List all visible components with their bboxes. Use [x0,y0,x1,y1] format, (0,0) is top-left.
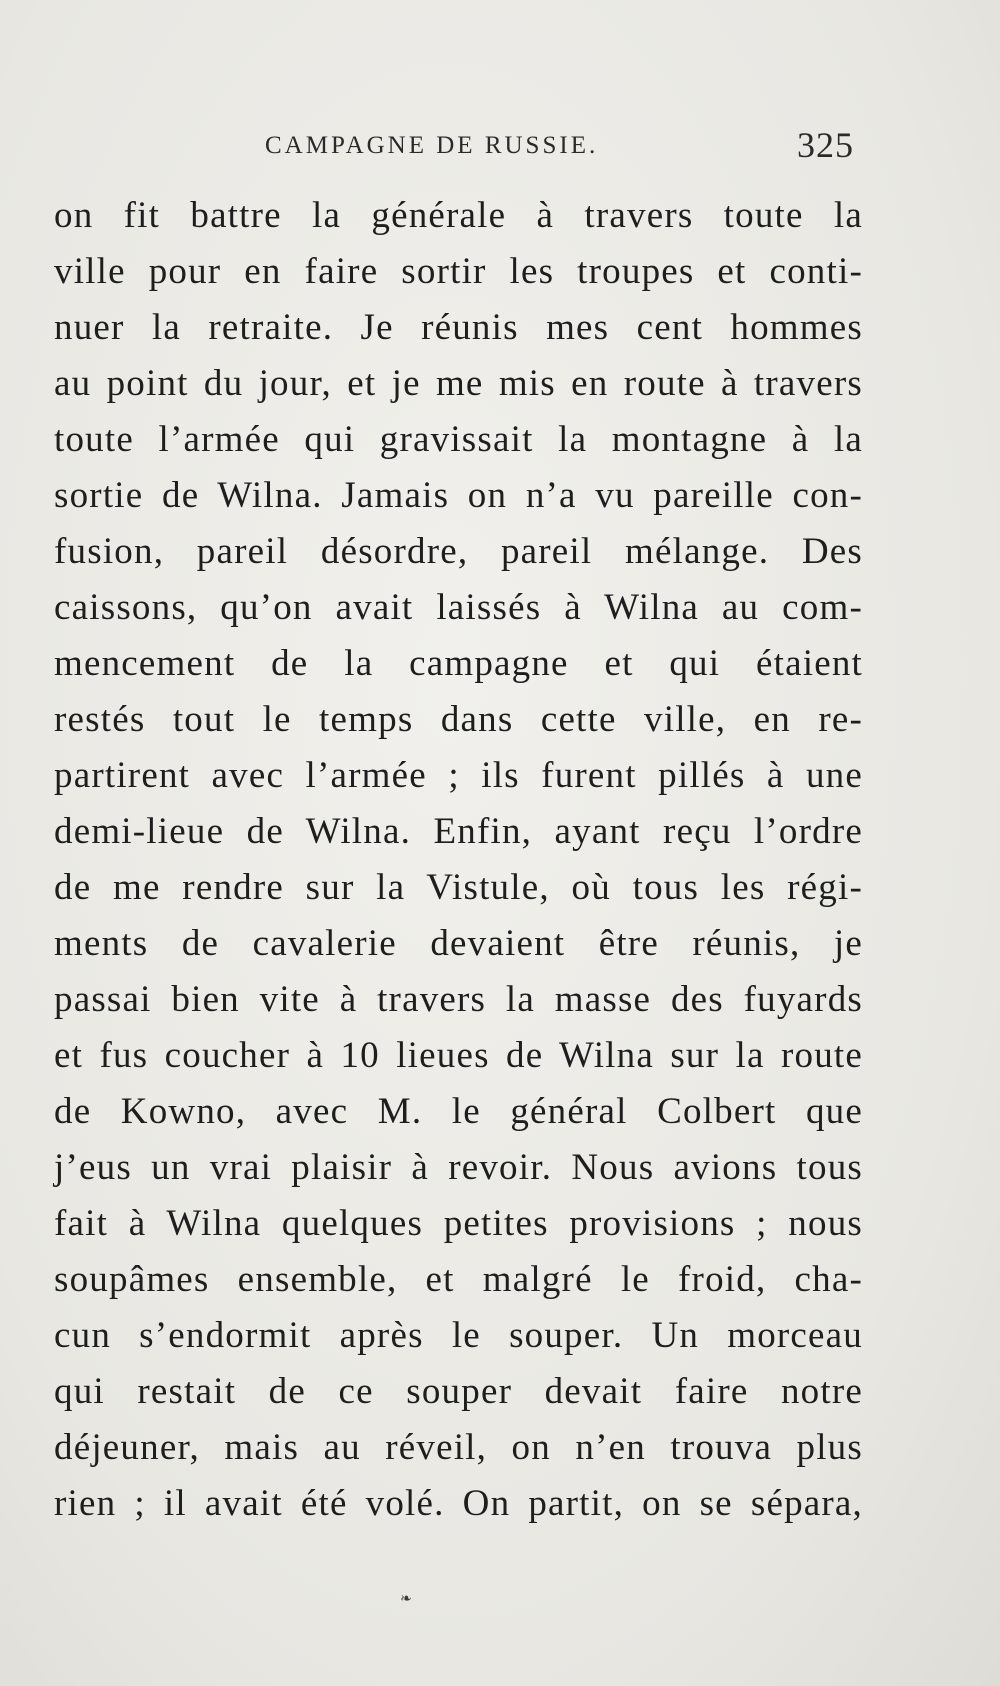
text-line: passai bien vite à travers la masse des fuyards [54,979,863,1020]
running-title: CAMPAGNE DE RUSSIE. [265,132,599,159]
text-line: partirent avec l’armée ; ils furent pillés à une [54,755,863,796]
text-line: caissons, qu’on avait laissés à Wilna au com- [54,587,863,628]
text-line: toute l’armée qui gravissait la montagne à la [54,419,863,460]
text-line: de me rendre sur la Vistule, où tous les régi- [54,867,863,908]
page-number: 325 [797,125,854,165]
text-line: on fit battre la générale à travers toute la [54,195,863,236]
text-line: demi-lieue de Wilna. Enfin, ayant reçu l’ordre [54,811,863,852]
text-line: cun s’endormit après le souper. Un morceau [54,1315,863,1356]
text-line: restés tout le temps dans cette ville, en re- [54,699,863,740]
text-line: mencement de la campagne et qui étaient [54,643,863,684]
text-line: fusion, pareil désordre, pareil mélange. Des [54,531,863,572]
text-line: ville pour en faire sortir les troupes et conti- [54,251,863,292]
text-line: et fus coucher à 10 lieues de Wilna sur la route [54,1035,863,1076]
text-line: rien ; il avait été volé. On partit, on se sépara, [54,1483,863,1524]
text-line: fait à Wilna quelques petites provisions ; nous [54,1203,863,1244]
text-line: qui restait de ce souper devait faire notre [54,1371,863,1412]
running-head [0,120,1000,176]
text-line: de Kowno, avec M. le général Colbert que [54,1091,863,1132]
text-line: ments de cavalerie devaient être réunis, je [54,923,863,964]
text-line: soupâmes ensemble, et malgré le froid, cha- [54,1259,863,1300]
text-line: j’eus un vrai plaisir à revoir. Nous avions tous [54,1147,863,1188]
printer-mark-icon: ❧ [400,1591,412,1607]
text-line: sortie de Wilna. Jamais on n’a vu pareille con- [54,475,863,516]
text-line: nuer la retraite. Je réunis mes cent hommes [54,307,863,348]
body-text [54,188,863,1532]
text-line: au point du jour, et je me mis en route à travers [54,363,863,404]
text-line: déjeuner, mais au réveil, on n’en trouva plus [54,1427,863,1468]
